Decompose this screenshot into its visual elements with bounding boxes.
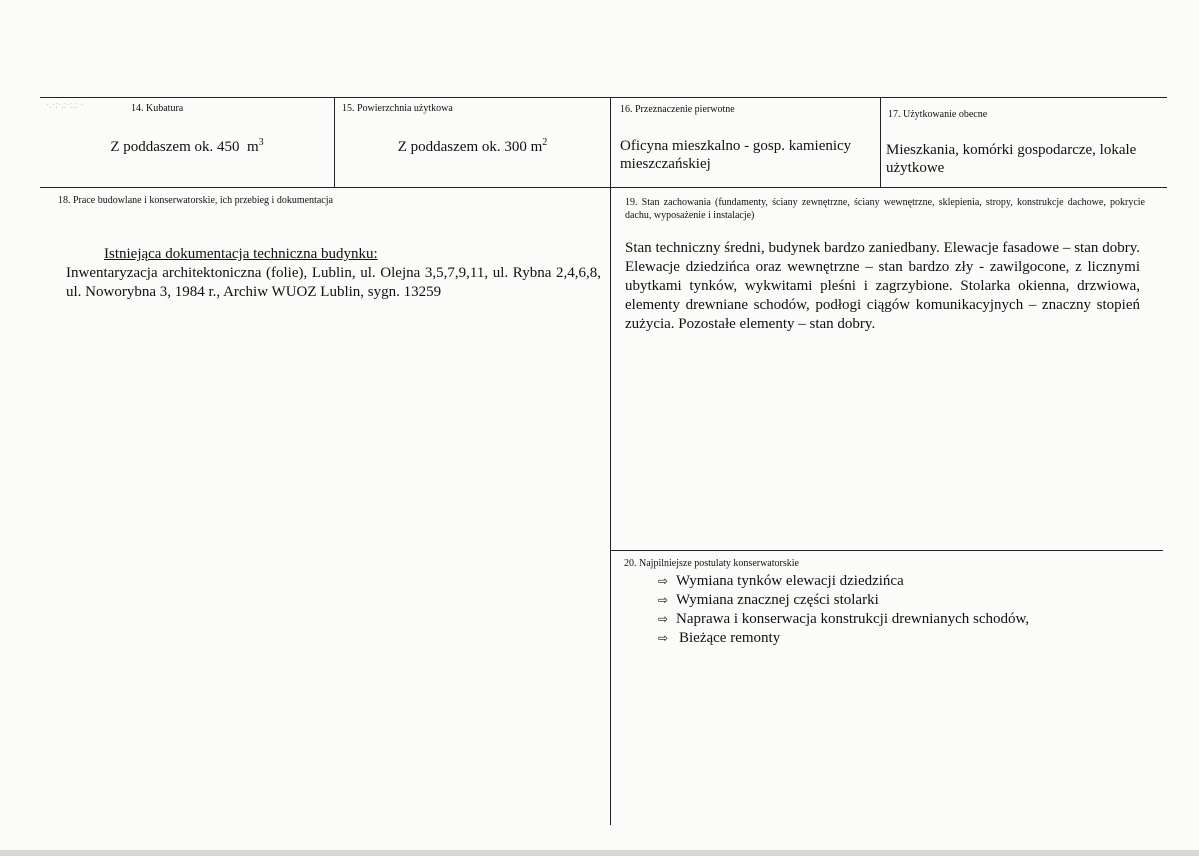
label-uzytkowanie: 17. Użytkowanie obecne — [888, 109, 988, 120]
text-dokumentacja: Inwentaryzacja architektoniczna (folie), Lublin, ul. Olejna 3,5,7,9,11, ul. Rybna 2,4,6,8, ul. Noworybna 3, 1984 r., Archiw WUOZ Lublin, sygn. 13259 — [66, 265, 601, 300]
arrow-right-icon: ⇨ — [658, 612, 669, 626]
postulates-list — [658, 572, 1029, 648]
value-powierzchnia: Z poddaszem ok. 300 $m^2$ — [397, 137, 548, 155]
arrow-right-icon: ⇨ — [658, 593, 669, 607]
scan-smudge: ·.·:·.:·:.: · — [46, 100, 84, 111]
label-kubatura: 14. Kubatura — [131, 103, 184, 114]
text-stan-zachowania: Stan techniczny średni, budynek bardzo zaniedbany. Elewacje fasadowe – stan dobry. Elewacje dziedzińca oraz wewnętrzne – stan bardzo zły - zawilgocone, z licznymi ubytkami tynków, wykwitami pleśni i zagrzybione. Stolarka okienna, drzwiowa, elementy drewniane schodów, podłogi ciągów komunikacyjnych – znaczny stopień zużycia. Pozostałe elementy – stan dobry. — [625, 240, 1140, 332]
label-prace-budowlane: 18. Prace budowlane i konserwatorskie, ich przebieg i dokumentacja — [58, 195, 333, 206]
list-item: ⇨ Wymiana znacznej części stolarki — [658, 592, 879, 608]
heading-dokumentacja: Istniejąca dokumentacja techniczna budynku: — [104, 246, 378, 262]
list-item: ⇨ Wymiana tynków elewacji dziedzińca — [658, 573, 904, 589]
label-powierzchnia: 15. Powierzchnia użytkowa — [342, 103, 453, 114]
row1-bottom-rule — [40, 187, 1167, 188]
arrow-right-icon: ⇨ — [658, 574, 669, 588]
label-stan-zachowania: 19. Stan zachowania (fundamenty, ściany zewnętrzne, ściany wewnętrzne, sklepienia, stropy, konstrukcje dachowe, pokrycie dachu, wyposażenie i instalacje) — [625, 197, 1145, 221]
value-uzytkowanie: Mieszkania, komórki gospodarcze, lokale użytkowe — [886, 142, 1137, 176]
value-kubatura: Z poddaszem ok. 450 $m^3$ — [110, 137, 264, 155]
label-postulaty: 20. Najpilniejsze postulaty konserwatorskie — [624, 558, 799, 569]
arrow-right-icon: ⇨ — [658, 631, 669, 645]
row2-divider-rule — [611, 550, 1163, 551]
divider-16-17 — [880, 97, 881, 187]
value-przeznaczenie: Oficyna mieszkalno - gosp. kamienicy mieszczańskiej — [620, 138, 852, 172]
scan-bottom-edge — [0, 850, 1199, 856]
list-item: ⇨ Naprawa i konserwacja konstrukcji drewnianych schodów, — [658, 611, 1030, 627]
label-przeznaczenie: 16. Przeznaczenie pierwotne — [620, 104, 735, 115]
top-rule — [40, 97, 1167, 98]
main-divider — [610, 97, 611, 825]
list-item: ⇨ Bieżące remonty — [658, 630, 781, 646]
